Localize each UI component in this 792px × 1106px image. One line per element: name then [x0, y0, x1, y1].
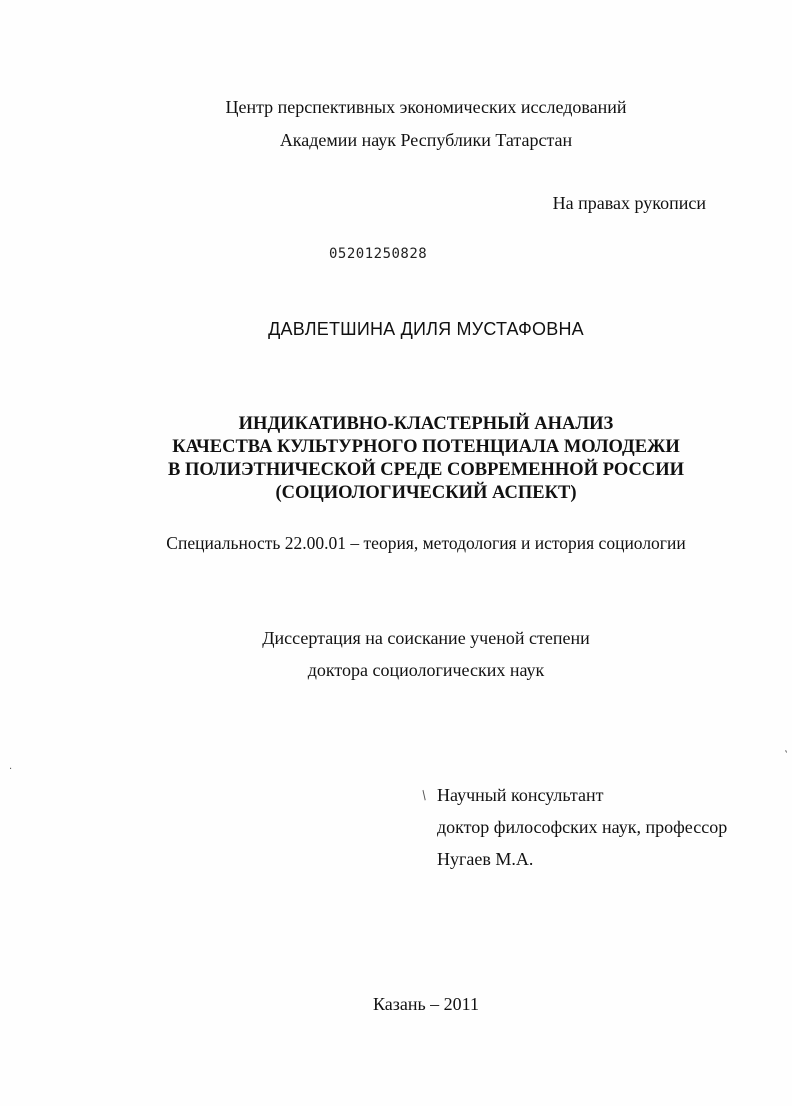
advisor-degree: доктор философских наук, профессор — [437, 817, 728, 837]
title-line: В ПОЛИЭТНИЧЕСКОЙ СРЕДЕ СОВРЕМЕННОЙ РОССИИ — [167, 460, 684, 480]
scan-speck: , — [779, 744, 790, 755]
registration-number: 05201250828 — [329, 246, 428, 262]
rights-note: На правах рукописи — [552, 193, 706, 213]
title-line: (СОЦИОЛОГИЧЕСКИЙ АСПЕКТ) — [275, 483, 577, 503]
advisor-label: Научный консультант — [437, 785, 604, 805]
specialty-line: Специальность 22.00.01 – теория, методология и история социологии — [166, 533, 686, 553]
title-line: КАЧЕСТВА КУЛЬТУРНОГО ПОТЕНЦИАЛА МОЛОДЕЖИ — [172, 437, 680, 457]
dissertation-degree-line-2: доктора социологических наук — [307, 660, 545, 680]
scan-speck: · — [9, 764, 13, 775]
organization-line-2: Академии наук Республики Татарстан — [279, 130, 573, 150]
organization-line-1: Центр перспективных экономических исследований — [225, 97, 627, 117]
dissertation-title — [30, 413, 792, 505]
pen-tick-mark: / — [418, 787, 430, 803]
city-year: Казань – 2011 — [372, 994, 480, 1014]
advisor-name: Нугаев М.А. — [437, 849, 534, 869]
title-line: ИНДИКАТИВНО-КЛАСТЕРНЫЙ АНАЛИЗ — [238, 414, 614, 434]
author-name: ДАВЛЕТШИНА ДИЛЯ МУСТАФОВНА — [268, 319, 584, 339]
dissertation-degree-line-1: Диссертация на соискание ученой степени — [262, 628, 590, 648]
